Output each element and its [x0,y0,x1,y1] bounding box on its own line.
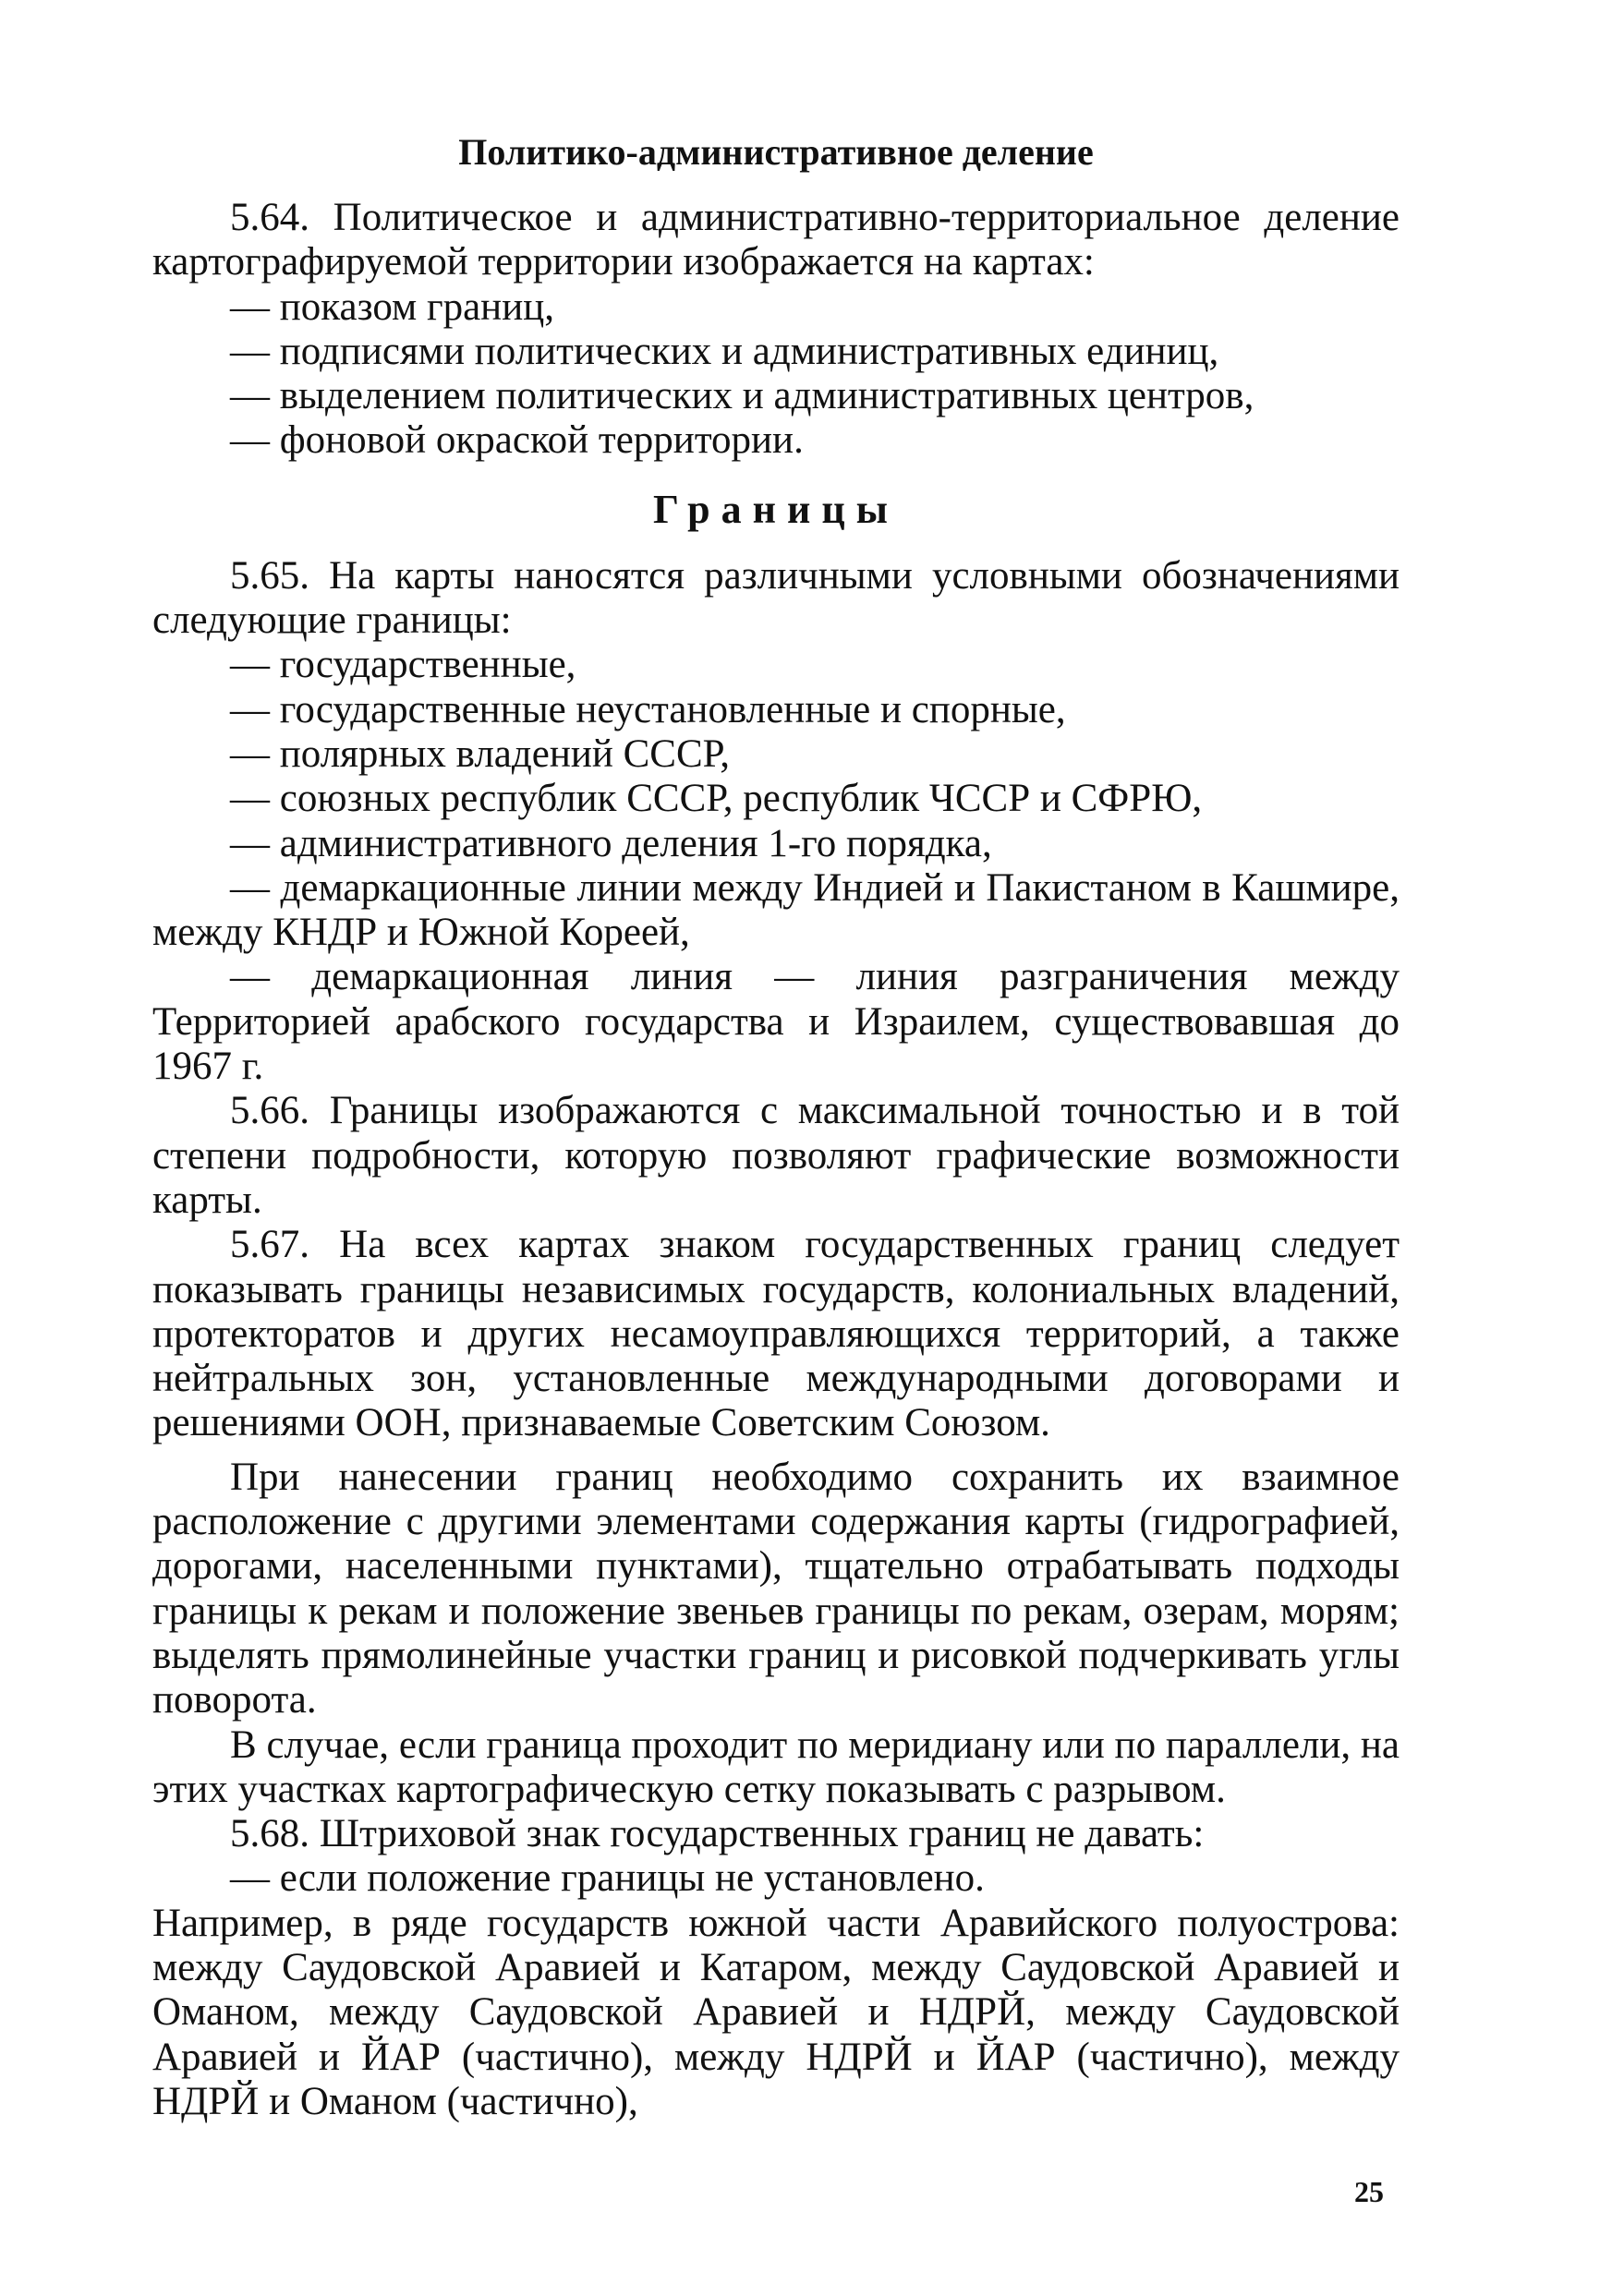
paragraph-5-68: 5.68. Штриховой знак государственных границ не давать: [230,1812,1205,1856]
page-number: 25 [1354,2175,1384,2208]
paragraph-5-64: 5.64. Политическое и административно-территориальное деление картографируемой территории изображается на картах: [152,196,1400,284]
section-title: Политико-административное деление [458,131,1094,173]
list-item: — демаркационная линия — линия разграничения между Территорией арабского государства и Израилем, существовавшая до 1967 г. [152,955,1400,1089]
subsection-title: Границы [652,486,900,532]
list-item: — союзных республик СССР, республик ЧССР и СФРЮ, [230,777,1203,821]
list-item: — подписями политических и административных единиц, [230,329,1219,373]
list-item: — если положение границы не установлено. [230,1856,985,1901]
list-item: — фоновой окраской территории. [230,418,804,463]
list-item: — государственные неустановленные и спорные, [230,687,1066,731]
document-page [152,129,1400,2124]
list-item: — выделением политических и административных центров, [230,374,1254,418]
paragraph-border-drawing: При нанесении границ необходимо сохранить их взаимное расположение с другими элементами содержания карты (гидрографией, дорогами, населенными пунктами), тщательно отрабатывать подходы границы к рекам и положение звеньев границы по рекам, озерам, морям; выделять прямолинейные участки границ и рисовкой подчеркивать углы поворота. [152,1455,1400,1722]
paragraph-5-65: 5.65. На карты наносятся различными условными обозначениями следующие границы: [152,553,1400,643]
paragraph-example: Например, в ряде государств южной части Аравийского полуострова: между Саудовской Аравией и Катаром, между Саудовской Аравией и Оманом, между Саудовской Аравией и НДРЙ, между Саудовской Аравией и ЙАР (частично), между НДРЙ и ЙАР (частично), между НДРЙ и Оманом (частично), [152,1901,1400,2123]
list-item: — показом границ, [230,284,554,329]
list-item: — полярных владений СССР, [230,731,730,776]
paragraph-5-66: 5.66. Границы изображаются с максимальной точностью и в той степени подробности, которую позволяют графические возможности карты. [152,1089,1400,1222]
list-item: — административного деления 1-го порядка, [230,821,992,865]
paragraph-5-67: 5.67. На всех картах знаком государственных границ следует показывать границы независимых государств, колониальных владений, протекторатов и других несамоуправляющихся территорий, а также нейтральных зон, установленные международными договорами и решениями ООН, признаваемые Советским Союзом. [152,1223,1400,1445]
list-item: — демаркационные линии между Индией и Пакистаном в Кашмире, между КНДР и Южной Кореей, [152,865,1400,955]
list-item: — государственные, [230,643,576,687]
paragraph-meridian: В случае, если граница проходит по меридиану или по параллели, на этих участках картографическую сетку показывать с разрывом. [152,1722,1400,1811]
